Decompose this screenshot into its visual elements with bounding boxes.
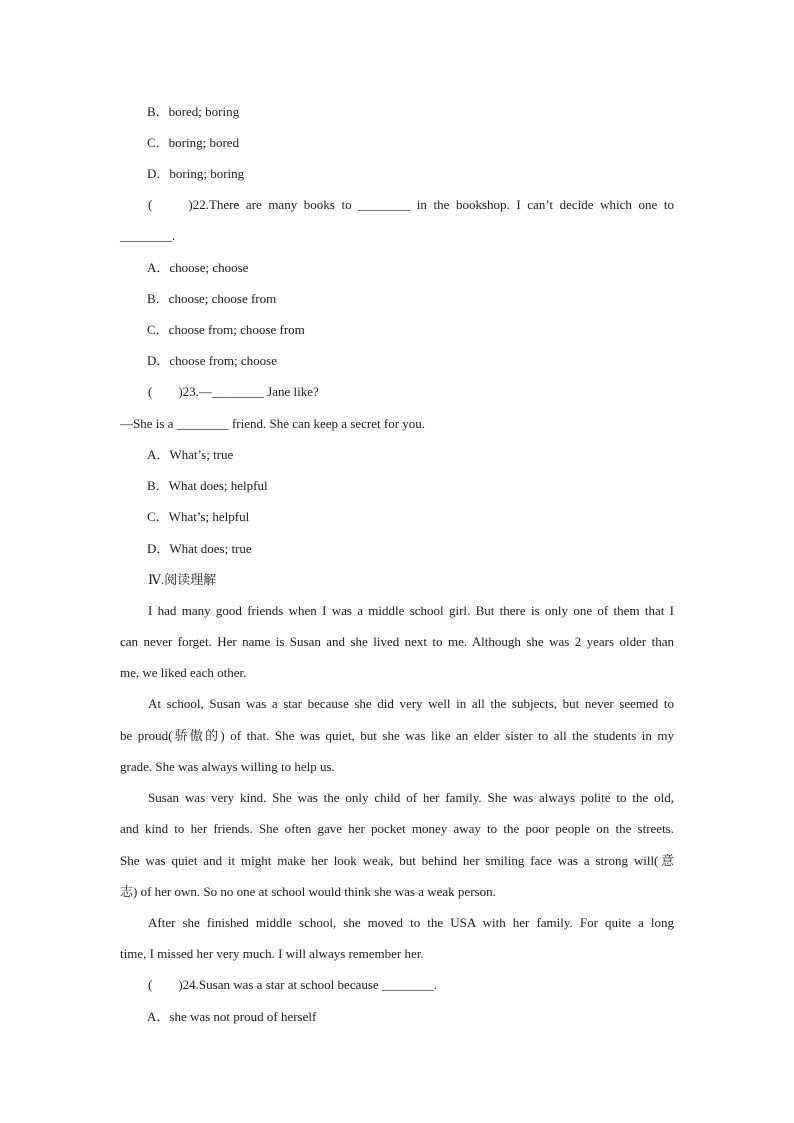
passage-line: me, we liked each other. <box>120 665 247 680</box>
option-21-c: C．boring; bored <box>147 135 240 150</box>
question-23: ( )23.—________ Jane like? <box>148 384 319 399</box>
passage-line: time, I missed her very much. I will always remember her. <box>120 946 424 961</box>
passage-line: Susan was very kind. She was the only child of her family. She was always polite to the old, <box>148 790 674 805</box>
passage-line: At school, Susan was a star because she did very well in all the subjects, but never seemed to <box>148 696 674 711</box>
question-24: ( )24.Susan was a star at school because ________. <box>148 977 438 992</box>
option-22-b: B．choose; choose from <box>147 291 277 306</box>
passage-line: and kind to her friends. She often gave her pocket money away to the poor people on the streets. <box>120 821 674 836</box>
section-heading-reading: Ⅳ.阅读理解 <box>148 572 217 587</box>
passage-line: 志) of her own. So no one at school would think she was a weak person. <box>120 884 496 899</box>
option-23-b: B．What does; helpful <box>147 478 268 493</box>
option-21-d: D．boring; boring <box>147 166 245 181</box>
option-23-a: A．What’s; true <box>147 447 234 462</box>
question-22-continued: ________. <box>120 228 176 243</box>
passage-line: After she finished middle school, she moved to the USA with her family. For quite a long <box>148 915 674 930</box>
option-24-a: A．she was not proud of herself <box>147 1009 317 1024</box>
question-22: ( )22.There are many books to ________ in the bookshop. I can’t decide which one to <box>148 197 674 212</box>
question-23-response: —She is a ________ friend. She can keep a secret for you. <box>120 416 426 431</box>
option-23-c: C．What’s; helpful <box>147 509 250 524</box>
option-23-d: D．What does; true <box>147 541 252 556</box>
passage-line: She was quiet and it might make her look weak, but behind her smiling face was a strong will(意 <box>120 853 675 868</box>
passage-line: I had many good friends when I was a middle school girl. But there is only one of them that I <box>148 603 674 618</box>
option-22-a: A．choose; choose <box>147 260 249 275</box>
passage-line: be proud(骄傲的) of that. She was quiet, but she was like an elder sister to all the students in my <box>120 728 674 743</box>
option-21-b: B．bored; boring <box>147 104 240 119</box>
passage-line: can never forget. Her name is Susan and she lived next to me. Although she was 2 years older than <box>120 634 674 649</box>
passage-line: grade. She was always willing to help us. <box>120 759 335 774</box>
option-22-d: D．choose from; choose <box>147 353 277 368</box>
option-22-c: C．choose from; choose from <box>147 322 305 337</box>
